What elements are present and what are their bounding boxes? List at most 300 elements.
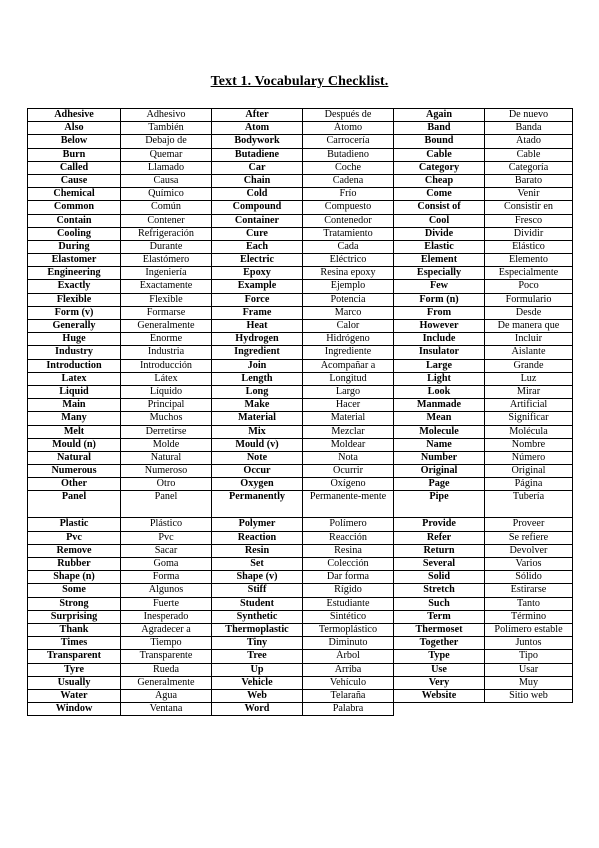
spanish-translation: Después de — [303, 109, 394, 122]
english-word: Industry — [28, 346, 121, 359]
english-word: Plastic — [28, 518, 121, 531]
english-word: From — [394, 306, 485, 319]
english-word: Panel — [28, 491, 121, 518]
english-word: Generally — [28, 320, 121, 333]
spanish-translation: Estirarse — [485, 584, 573, 597]
table-row — [28, 597, 573, 610]
table-row — [28, 465, 573, 478]
table-row — [28, 280, 573, 293]
english-word: Length — [212, 372, 303, 385]
english-word: Include — [394, 333, 485, 346]
table-row — [28, 359, 573, 372]
english-word: Mould (n) — [28, 438, 121, 451]
english-word: Contain — [28, 214, 121, 227]
spanish-translation: Introducción — [121, 359, 212, 372]
spanish-translation: Se refiere — [485, 531, 573, 544]
spanish-translation: Telaraña — [303, 689, 394, 702]
english-word: Form (n) — [394, 293, 485, 306]
spanish-translation: Árbol — [303, 650, 394, 663]
spanish-translation: Resina — [303, 544, 394, 557]
spanish-translation: Calor — [303, 320, 394, 333]
table-row — [28, 135, 573, 148]
spanish-translation: Atado — [485, 135, 573, 148]
empty-cell — [485, 703, 573, 716]
spanish-translation: Ingrediente — [303, 346, 394, 359]
english-word: Tyre — [28, 663, 121, 676]
table-row — [28, 148, 573, 161]
spanish-translation: De manera que — [485, 320, 573, 333]
table-row — [28, 188, 573, 201]
spanish-translation: Dividir — [485, 227, 573, 240]
english-word: Provide — [394, 518, 485, 531]
spanish-translation: Marco — [303, 306, 394, 319]
table-row — [28, 637, 573, 650]
spanish-translation: Varios — [485, 558, 573, 571]
english-word: Ingredient — [212, 346, 303, 359]
spanish-translation: Numeroso — [121, 465, 212, 478]
table-row — [28, 531, 573, 544]
spanish-translation: Común — [121, 201, 212, 214]
english-word: Thank — [28, 623, 121, 636]
spanish-translation: Arriba — [303, 663, 394, 676]
english-word: Bodywork — [212, 135, 303, 148]
english-word: Heat — [212, 320, 303, 333]
english-word: Shape (n) — [28, 571, 121, 584]
english-word: Vehicle — [212, 676, 303, 689]
english-word: Such — [394, 597, 485, 610]
english-word: Few — [394, 280, 485, 293]
spanish-translation: Sitio web — [485, 689, 573, 702]
spanish-translation: Nota — [303, 451, 394, 464]
spanish-translation: Exactamente — [121, 280, 212, 293]
spanish-translation: Cadena — [303, 174, 394, 187]
english-word: Synthetic — [212, 610, 303, 623]
english-word: Latex — [28, 372, 121, 385]
table-row — [28, 451, 573, 464]
english-word: Cold — [212, 188, 303, 201]
spanish-translation: Cable — [485, 148, 573, 161]
english-word: Several — [394, 558, 485, 571]
english-word: Atom — [212, 122, 303, 135]
spanish-translation: Forma — [121, 571, 212, 584]
spanish-translation: Fuerte — [121, 597, 212, 610]
table-row — [28, 558, 573, 571]
english-word: Huge — [28, 333, 121, 346]
spanish-translation: Generalmente — [121, 320, 212, 333]
english-word: Divide — [394, 227, 485, 240]
table-row — [28, 544, 573, 557]
spanish-translation: Colección — [303, 558, 394, 571]
english-word: Other — [28, 478, 121, 491]
english-word: Look — [394, 385, 485, 398]
english-word: Usually — [28, 676, 121, 689]
table-row — [28, 372, 573, 385]
english-word: Butadiene — [212, 148, 303, 161]
english-word: Elastomer — [28, 254, 121, 267]
spanish-translation: Industria — [121, 346, 212, 359]
english-word: Set — [212, 558, 303, 571]
spanish-translation: Página — [485, 478, 573, 491]
table-row — [28, 267, 573, 280]
spanish-translation: Categoría — [485, 161, 573, 174]
table-row — [28, 478, 573, 491]
english-word: Form (v) — [28, 306, 121, 319]
table-row — [28, 689, 573, 702]
table-row — [28, 703, 573, 716]
spanish-translation: Sólido — [485, 571, 573, 584]
english-word: Up — [212, 663, 303, 676]
spanish-translation: Butadieno — [303, 148, 394, 161]
spanish-translation: Dar forma — [303, 571, 394, 584]
spanish-translation: Ingeniería — [121, 267, 212, 280]
english-word: Liquid — [28, 385, 121, 398]
english-word: Water — [28, 689, 121, 702]
english-word: Tiny — [212, 637, 303, 650]
english-word: Force — [212, 293, 303, 306]
english-word: Epoxy — [212, 267, 303, 280]
spanish-translation: Tipo — [485, 650, 573, 663]
english-word: Car — [212, 161, 303, 174]
spanish-translation: Rueda — [121, 663, 212, 676]
spanish-translation: Rígido — [303, 584, 394, 597]
english-word: Hydrogen — [212, 333, 303, 346]
table-row — [28, 346, 573, 359]
table-row — [28, 293, 573, 306]
english-word: Polymer — [212, 518, 303, 531]
english-word: Make — [212, 399, 303, 412]
english-word: Flexible — [28, 293, 121, 306]
english-word: Times — [28, 637, 121, 650]
spanish-translation: Especialmente — [485, 267, 573, 280]
spanish-translation: Banda — [485, 122, 573, 135]
english-word: Note — [212, 451, 303, 464]
table-row — [28, 254, 573, 267]
table-row — [28, 227, 573, 240]
spanish-translation: Incluir — [485, 333, 573, 346]
spanish-translation: Panel — [121, 491, 212, 518]
english-word: Element — [394, 254, 485, 267]
spanish-translation: Compuesto — [303, 201, 394, 214]
spanish-translation: Barato — [485, 174, 573, 187]
spanish-translation: De nuevo — [485, 109, 573, 122]
spanish-translation: Causa — [121, 174, 212, 187]
spanish-translation: Derretirse — [121, 425, 212, 438]
english-word: Long — [212, 385, 303, 398]
spanish-translation: Enorme — [121, 333, 212, 346]
spanish-translation: Longitud — [303, 372, 394, 385]
page-title: Text 1. Vocabulary Checklist. — [210, 74, 389, 89]
spanish-translation: Elemento — [485, 254, 573, 267]
english-word: Reaction — [212, 531, 303, 544]
spanish-translation: Debajo de — [121, 135, 212, 148]
english-word: Each — [212, 240, 303, 253]
spanish-translation: También — [121, 122, 212, 135]
english-word: Again — [394, 109, 485, 122]
english-word: Stretch — [394, 584, 485, 597]
english-word: Pipe — [394, 491, 485, 518]
spanish-translation: Elastómero — [121, 254, 212, 267]
spanish-translation: Original — [485, 465, 573, 478]
english-word: Tree — [212, 650, 303, 663]
english-word: Strong — [28, 597, 121, 610]
spanish-translation: Devolver — [485, 544, 573, 557]
english-word: Page — [394, 478, 485, 491]
spanish-translation: Flexible — [121, 293, 212, 306]
table-row — [28, 333, 573, 346]
spanish-translation: Formarse — [121, 306, 212, 319]
english-word: Many — [28, 412, 121, 425]
spanish-translation: Coche — [303, 161, 394, 174]
spanish-translation: Otro — [121, 478, 212, 491]
english-word: Thermoplastic — [212, 623, 303, 636]
english-word: Pvc — [28, 531, 121, 544]
spanish-translation: Hacer — [303, 399, 394, 412]
spanish-translation: Adhesivo — [121, 109, 212, 122]
spanish-translation: Fresco — [485, 214, 573, 227]
english-word: Material — [212, 412, 303, 425]
table-row — [28, 306, 573, 319]
english-word: Compound — [212, 201, 303, 214]
english-word: Mould (v) — [212, 438, 303, 451]
english-word: Light — [394, 372, 485, 385]
spanish-translation: Polímero — [303, 518, 394, 531]
spanish-translation: Diminuto — [303, 637, 394, 650]
table-row — [28, 663, 573, 676]
spanish-translation: Vehículo — [303, 676, 394, 689]
english-word: However — [394, 320, 485, 333]
spanish-translation: Natural — [121, 451, 212, 464]
english-word: Stiff — [212, 584, 303, 597]
english-word: Resin — [212, 544, 303, 557]
spanish-translation: Plástico — [121, 518, 212, 531]
table-row — [28, 385, 573, 398]
spanish-translation: Goma — [121, 558, 212, 571]
english-word: Frame — [212, 306, 303, 319]
english-word: Main — [28, 399, 121, 412]
english-word: Cable — [394, 148, 485, 161]
english-word: Refer — [394, 531, 485, 544]
spanish-translation: Formulario — [485, 293, 573, 306]
spanish-translation: Reacción — [303, 531, 394, 544]
english-word: Join — [212, 359, 303, 372]
spanish-translation: Estudiante — [303, 597, 394, 610]
english-word: Original — [394, 465, 485, 478]
spanish-translation: Ocurrir — [303, 465, 394, 478]
spanish-translation: Término — [485, 610, 573, 623]
spanish-translation: Pvc — [121, 531, 212, 544]
spanish-translation: Juntos — [485, 637, 573, 650]
spanish-translation: Llamado — [121, 161, 212, 174]
spanish-translation: Muchos — [121, 412, 212, 425]
english-word: Come — [394, 188, 485, 201]
spanish-translation: Durante — [121, 240, 212, 253]
english-word: Number — [394, 451, 485, 464]
spanish-translation: Resina epoxy — [303, 267, 394, 280]
english-word: Also — [28, 122, 121, 135]
spanish-translation: Grande — [485, 359, 573, 372]
spanish-translation: Transparente — [121, 650, 212, 663]
spanish-translation: Tiempo — [121, 637, 212, 650]
english-word: Name — [394, 438, 485, 451]
english-word: Consist of — [394, 201, 485, 214]
spanish-translation: Agua — [121, 689, 212, 702]
spanish-translation: Termoplástico — [303, 623, 394, 636]
spanish-translation: Desde — [485, 306, 573, 319]
table-row — [28, 650, 573, 663]
spanish-translation: Agradecer a — [121, 623, 212, 636]
table-row — [28, 161, 573, 174]
spanish-translation: Tratamiento — [303, 227, 394, 240]
english-word: Cool — [394, 214, 485, 227]
english-word: Term — [394, 610, 485, 623]
spanish-translation: Elástico — [485, 240, 573, 253]
english-word: Common — [28, 201, 121, 214]
spanish-translation: Hidrógeno — [303, 333, 394, 346]
english-word: Thermoset — [394, 623, 485, 636]
spanish-translation: Contenedor — [303, 214, 394, 227]
spanish-translation: Generalmente — [121, 676, 212, 689]
table-row — [28, 571, 573, 584]
table-row — [28, 201, 573, 214]
english-word: Mix — [212, 425, 303, 438]
spanish-translation: Poco — [485, 280, 573, 293]
spanish-translation: Cada — [303, 240, 394, 253]
english-word: Bound — [394, 135, 485, 148]
spanish-translation: Muy — [485, 676, 573, 689]
english-word: Permanently — [212, 491, 303, 518]
spanish-translation: Sacar — [121, 544, 212, 557]
english-word: Return — [394, 544, 485, 557]
spanish-translation: Quemar — [121, 148, 212, 161]
english-word: Electric — [212, 254, 303, 267]
english-word: Manmade — [394, 399, 485, 412]
english-word: Introduction — [28, 359, 121, 372]
spanish-translation: Nombre — [485, 438, 573, 451]
english-word: Solid — [394, 571, 485, 584]
table-row — [28, 214, 573, 227]
english-word: Occur — [212, 465, 303, 478]
english-word: During — [28, 240, 121, 253]
english-word: Student — [212, 597, 303, 610]
english-word: Word — [212, 703, 303, 716]
english-word: Engineering — [28, 267, 121, 280]
spanish-translation: Acompañar a — [303, 359, 394, 372]
spanish-translation: Látex — [121, 372, 212, 385]
spanish-translation: Molde — [121, 438, 212, 451]
english-word: Oxygen — [212, 478, 303, 491]
english-word: Type — [394, 650, 485, 663]
spanish-translation: Significar — [485, 412, 573, 425]
table-row — [28, 412, 573, 425]
spanish-translation: Átomo — [303, 122, 394, 135]
spanish-translation: Ejemplo — [303, 280, 394, 293]
english-word: Web — [212, 689, 303, 702]
spanish-translation: Número — [485, 451, 573, 464]
spanish-translation: Permanente-mente — [303, 491, 394, 518]
spanish-translation: Carrocería — [303, 135, 394, 148]
table-row — [28, 122, 573, 135]
spanish-translation: Consistir en — [485, 201, 573, 214]
english-word: Burn — [28, 148, 121, 161]
table-row — [28, 610, 573, 623]
english-word: Cause — [28, 174, 121, 187]
spanish-translation: Ventana — [121, 703, 212, 716]
spanish-translation: Luz — [485, 372, 573, 385]
spanish-translation: Venir — [485, 188, 573, 201]
spanish-translation: Palabra — [303, 703, 394, 716]
english-word: Elastic — [394, 240, 485, 253]
english-word: Cooling — [28, 227, 121, 240]
spanish-translation: Molécula — [485, 425, 573, 438]
table-row — [28, 109, 573, 122]
english-word: Mean — [394, 412, 485, 425]
english-word: Remove — [28, 544, 121, 557]
vocabulary-table — [27, 108, 573, 716]
spanish-translation: Tanto — [485, 597, 573, 610]
spanish-translation: Usar — [485, 663, 573, 676]
table-row — [28, 174, 573, 187]
spanish-translation: Mirar — [485, 385, 573, 398]
spanish-translation: Frío — [303, 188, 394, 201]
spanish-translation: Material — [303, 412, 394, 425]
english-word: Website — [394, 689, 485, 702]
spanish-translation: Aislante — [485, 346, 573, 359]
english-word: Rubber — [28, 558, 121, 571]
spanish-translation: Principal — [121, 399, 212, 412]
spanish-translation: Oxígeno — [303, 478, 394, 491]
english-word: Numerous — [28, 465, 121, 478]
spanish-translation: Inesperado — [121, 610, 212, 623]
english-word: Container — [212, 214, 303, 227]
english-word: Below — [28, 135, 121, 148]
spanish-translation: Tubería — [485, 491, 573, 518]
english-word: Melt — [28, 425, 121, 438]
english-word: Molecule — [394, 425, 485, 438]
spanish-translation: Eléctrico — [303, 254, 394, 267]
table-row — [28, 438, 573, 451]
english-word: Together — [394, 637, 485, 650]
english-word: Example — [212, 280, 303, 293]
english-word: Category — [394, 161, 485, 174]
english-word: Window — [28, 703, 121, 716]
english-word: Chain — [212, 174, 303, 187]
spanish-translation: Mezclar — [303, 425, 394, 438]
english-word: Surprising — [28, 610, 121, 623]
english-word: Exactly — [28, 280, 121, 293]
english-word: Natural — [28, 451, 121, 464]
spanish-translation: Polímero estable — [485, 623, 573, 636]
table-row — [28, 491, 573, 518]
spanish-translation: Químico — [121, 188, 212, 201]
table-row — [28, 623, 573, 636]
table-row — [28, 584, 573, 597]
table-row — [28, 399, 573, 412]
english-word: Cure — [212, 227, 303, 240]
spanish-translation: Moldear — [303, 438, 394, 451]
english-word: Insulator — [394, 346, 485, 359]
spanish-translation: Refrigeración — [121, 227, 212, 240]
spanish-translation: Proveer — [485, 518, 573, 531]
spanish-translation: Sintético — [303, 610, 394, 623]
table-row — [28, 518, 573, 531]
table-row — [28, 425, 573, 438]
english-word: Transparent — [28, 650, 121, 663]
spanish-translation: Artificial — [485, 399, 573, 412]
english-word: Very — [394, 676, 485, 689]
english-word: Use — [394, 663, 485, 676]
table-row — [28, 320, 573, 333]
english-word: Adhesive — [28, 109, 121, 122]
